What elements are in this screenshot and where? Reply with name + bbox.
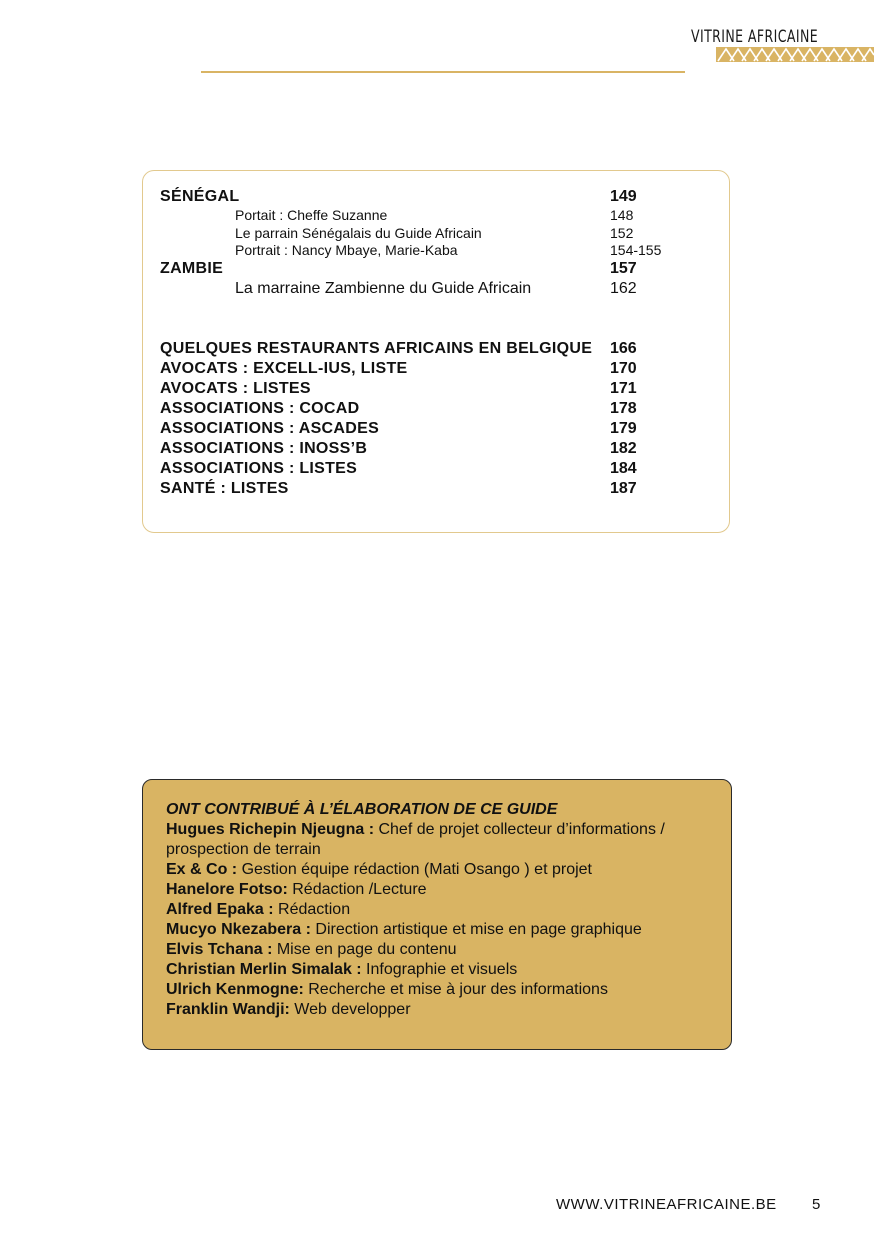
- toc-item: Portrait : Nancy Mbaye, Marie-Kaba: [235, 242, 458, 258]
- contributor-role: prospection de terrain: [166, 841, 321, 858]
- toc-listing: ASSOCIATIONS : COCAD: [160, 400, 360, 417]
- toc-listing-page: 182: [610, 440, 637, 457]
- toc-item-page: 148: [610, 207, 634, 223]
- contributor-name: Mucyo Nkezabera :: [166, 921, 311, 938]
- contributor-line: [166, 861, 592, 879]
- toc-listing: ASSOCIATIONS : ASCADES: [160, 420, 380, 437]
- toc-listing-page: 184: [610, 460, 637, 477]
- contributor-line: [166, 961, 517, 979]
- contributor-line: [166, 941, 457, 959]
- toc-listing: ASSOCIATIONS : INOSS’B: [160, 440, 368, 457]
- contributor-role: Web developper: [289, 1001, 411, 1018]
- toc-listing-page: 171: [610, 380, 637, 397]
- contributor-role: Recherche et mise à jour des informations: [303, 981, 608, 998]
- toc-item-page: 154-155: [610, 242, 662, 258]
- toc-listing-page: 170: [610, 360, 637, 377]
- contributors-title: ONT CONTRIBUÉ À L’ÉLABORATION DE CE GUIDE: [166, 801, 558, 818]
- footer-website-link[interactable]: WWW.VITRINEAFRICAINE.BE: [556, 1196, 777, 1213]
- contributor-line: [166, 881, 427, 899]
- toc-item: La marraine Zambienne du Guide Africain: [235, 280, 532, 297]
- contributor-name: Hanelore Fotso:: [166, 881, 288, 898]
- contributor-role: Direction artistique et mise en page graphique: [310, 921, 642, 938]
- toc-listing: QUELQUES RESTAURANTS AFRICAINS EN BELGIQUE: [160, 340, 593, 357]
- contributor-name: Franklin Wandji:: [166, 1001, 290, 1018]
- contributor-line: [166, 1001, 411, 1019]
- contributor-name: Ulrich Kenmogne:: [166, 981, 304, 998]
- toc-listing: ASSOCIATIONS : LISTES: [160, 460, 358, 477]
- contributor-line: [166, 841, 321, 859]
- toc-listing: AVOCATS : LISTES: [160, 380, 311, 397]
- contributor-role: Rédaction /Lecture: [287, 881, 427, 898]
- contributor-name: Hugues Richepin Njeugna :: [166, 821, 375, 838]
- contributor-line: [166, 981, 608, 999]
- contributor-name: Ex & Co :: [166, 861, 238, 878]
- toc-item-page: 162: [610, 280, 637, 297]
- toc-item-page: 152: [610, 225, 634, 241]
- brand-logo-text: VITRINE AFRICAINE: [691, 27, 819, 47]
- contributor-role: Infographie et visuels: [361, 961, 518, 978]
- header-divider: [201, 71, 685, 73]
- contributor-line: [166, 901, 350, 919]
- contributor-name: Elvis Tchana :: [166, 941, 273, 958]
- toc-page-senegal: 149: [610, 188, 637, 205]
- toc-page-zambie: 157: [610, 260, 637, 277]
- toc-section-senegal: SÉNÉGAL: [160, 188, 240, 205]
- toc-listing-page: 178: [610, 400, 637, 417]
- toc-listing-page: 179: [610, 420, 637, 437]
- contributor-role: Chef de projet collecteur d’informations /: [374, 821, 665, 838]
- toc-item: Portait : Cheffe Suzanne: [235, 207, 388, 223]
- contributor-name: Christian Merlin Simalak :: [166, 961, 362, 978]
- toc-listing: AVOCATS : EXCELL-IUS, LISTE: [160, 360, 408, 377]
- contributor-line: [166, 921, 642, 939]
- toc-listing-page: 187: [610, 480, 637, 497]
- page-number: 5: [812, 1196, 821, 1213]
- brand-pattern-icon: [716, 47, 874, 62]
- toc-listing-page: 166: [610, 340, 637, 357]
- contributor-name: Alfred Epaka :: [166, 901, 274, 918]
- toc-item: Le parrain Sénégalais du Guide Africain: [235, 225, 482, 241]
- contributor-role: Gestion équipe rédaction (Mati Osango ) et projet: [237, 861, 592, 878]
- toc-section-zambie: ZAMBIE: [160, 260, 224, 277]
- contributor-role: Rédaction: [273, 901, 351, 918]
- toc-listing: SANTÉ : LISTES: [160, 480, 289, 497]
- contributor-role: Mise en page du contenu: [272, 941, 457, 958]
- contributor-line: [166, 821, 665, 839]
